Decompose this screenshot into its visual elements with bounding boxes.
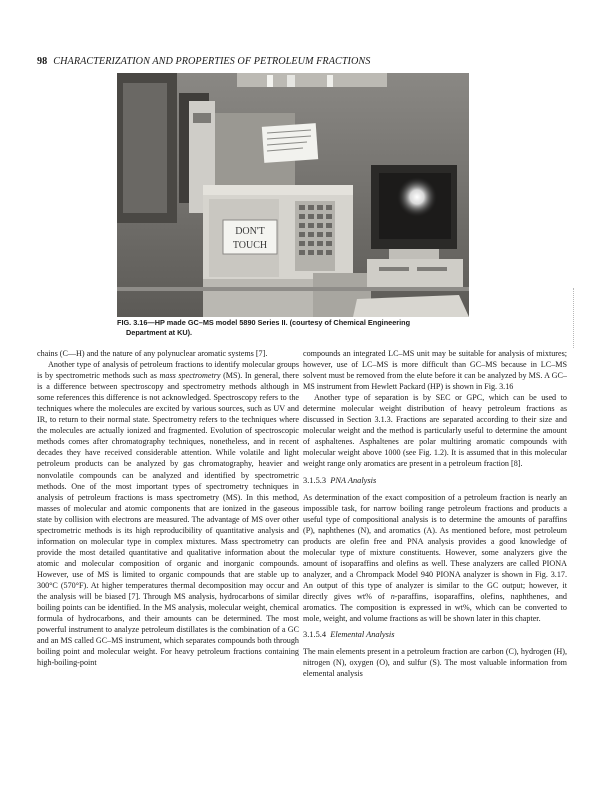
term-mass-spectrometry: mass spectrometry [159, 371, 221, 381]
left-paragraph-2-rest: (MS). In general, there is a difference between spectroscopy and spectrometry methods although in some references this difference is not acknowledged. Spectroscopy refers to the techniques where the molecules are excited by various sources, such as UV and IR, to return to their normal state. Spectrometry refers to the techniques where the molecules are actually ionized and fragmented. Evolution of spectroscopic methods comes after chromatography techniques, nonetheless, and in recent decades they have received considerable attention. While volatile and light petroleum products can be analyzed by gas chromatography, heavier and nonvolatile compounds can be analyzed and identified by spectrometric methods. One of the most important types of spectrometry techniques in analysis of petroleum fractions is mass spectrometry (MS). In this method, masses of molecular and atomic components that are ionized in the gaseous state by collision with electrons are measured. The advantage of MS over other spectrometric methods is its high reproducibility of quantitative analysis and information on molecular type in complex mixtures. Mass spectrometry can provide the most detailed quantitative and qualitative information about the atomic and molecular composition of organic and inorganic compounds. However, use of MS is limited to organic compounds that are stable up to 300°C (570°F). At higher temperatures thermal decomposition may occur and the analysis will be biased [7]. Through MS analysis, hydrocarbons of similar boiling points can be identified. In the MS analysis, molecular weight, chemical formula of hydrocarbons, and their amounts can be determined. The most powerful instrument to analyze petroleum distillates is the combination of a GC and an MS called GC–MS instrument, which separates compounds both through boiling point and molecular weight. For heavy petroleum fractions containing high-boiling-point [37, 371, 299, 668]
margin-dotted-rule [573, 288, 577, 348]
page-number: 98 [37, 56, 48, 67]
right-column [303, 348, 567, 679]
section-number-pna: 3.1.5.3 [303, 475, 327, 485]
right-paragraph-1: compounds an integrated LC–MS unit may be suitable for analysis of mixtures; however, use of LC–MS is more difficult than GC–MS because in LC–MS solvent must be removed from the elute before it can be analyzed by MS. A GC–MS instrument from Hewlett Packard (HP) is shown in Fig. 3.16 [303, 349, 567, 392]
sign-dont: DON'T [235, 226, 265, 237]
section-title-elemental: Elemental Analysis [330, 630, 395, 640]
section-heading-elemental [303, 629, 567, 640]
caption-line-2: Department at KU). [126, 328, 193, 337]
left-paragraph-2 [37, 359, 299, 668]
right-paragraph-2: Another type of separation is by SEC or GPC, which can be used to determine molecular weight distribution of heavy petroleum fractions as discussed in Section 3.1.3. Fractions are separated according to their size and molecular weight and the method is particularly useful to determine the amount of asphaltenes. Asphaltenes are polar multiring aromatic compounds with molecular weight above 1000 (see Fig. 1.2). It is assumed that in this molecular weight range only aromatics are present in a petroleum fraction [8]. [303, 393, 567, 469]
running-header [37, 56, 577, 67]
lab-instrument-photo [117, 73, 469, 317]
sign-touch: TOUCH [232, 240, 268, 251]
right-paragraph-3-rest: -paraffins, isoparaffins, olefins, naphthenes, and aromatics. The composition is expressed in wt%, which can be converted to mole, weight, and volume fractions as will be shown later in this chapter. [303, 591, 567, 624]
right-paragraph-3 [303, 492, 567, 625]
left-paragraph-2-start: Another type of analysis of petroleum fractions to identify molecular groups is by spectrometric methods such as [37, 360, 299, 381]
running-title: CHARACTERIZATION AND PROPERTIES OF PETROLEUM FRACTIONS [53, 56, 371, 67]
right-paragraph-4: The main elements present in a petroleum fraction are carbon (C), hydrogen (H), nitrogen (N), oxygen (O), and sulfur (S). The most valuable information from elemental analysis [303, 647, 567, 679]
caption-line-1: FIG. 3.16—HP made GC–MS model 5890 Series II. (courtesy of Chemical Engineering [117, 318, 411, 327]
section-number-elemental: 3.1.5.4 [303, 630, 327, 640]
left-paragraph-1: chains (C—H) and the nature of any polynuclear aromatic systems [7]. [37, 349, 268, 358]
figure-caption [117, 318, 477, 338]
left-column [37, 348, 299, 668]
section-heading-pna [303, 475, 567, 486]
section-title-pna: PNA Analysis [330, 475, 377, 485]
term-n: n [390, 591, 395, 601]
right-paragraph-3-start: As determination of the exact composition of a petroleum fraction is nearly an impossible task, for narrow boiling range petroleum fractions and products a useful type of compositional analysis is to determine the amounts of paraffins (P), naphthenes (N), and aromatics (A). As mentioned before, most petroleum products are olefin free and PNA analysis provides a good knowledge of molecular type of mixture constituents. However, some analyzers give the amount of isoparaffins and olefins as well. These analyzers are called PIONA analyzer, and a Chrompack Model 940 PIONA analyzer is shown in Fig. 3.17. An output of this type of analyzer is similar to the GC output; however, it directly gives wt% of [303, 492, 567, 601]
figure-photo [117, 73, 469, 317]
